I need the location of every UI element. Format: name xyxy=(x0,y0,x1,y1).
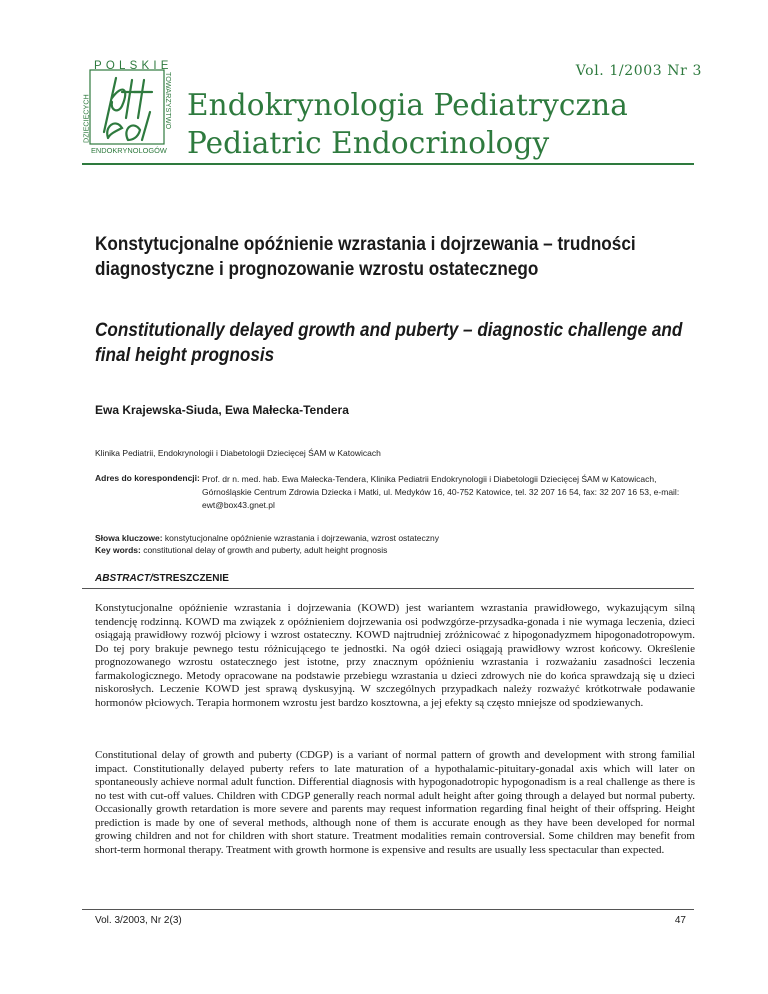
footer-divider xyxy=(82,909,694,910)
page-number: 47 xyxy=(674,915,686,926)
affiliation: Klinika Pediatrii, Endokrynologii i Diabetologii Dziecięcej ŚAM w Katowicach xyxy=(95,448,381,458)
keywords-en-label: Key words: xyxy=(95,544,141,555)
keywords-pl xyxy=(95,533,439,545)
abstract-en: Constitutional delay of growth and puberty (CDGP) is a variant of normal pattern of growth and development with strong familial impact. Constitutionally delayed puberty refers to late maturation of a hypothalamic-pituitary-gonadal axis which will later on spontaneously achieve normal adult function. Differential diagnosis with hypogonadotropic hypogonadism is a real challenge as there is no test with cut-off values. Children with CDGP generally reach normal adult height after going through a delayed but normal puberty. Occasionally growth retardation is more severe and parents may request information regarding final height of their offspring. Height prediction is made by one of several methods, although none of them is accurate enough as they have been developed for normal growing children and not for children with short stature. Treatment modalities remain controversial. Some children may benefit from short-term hormonal therapy. Treatment with growth hormone is expensive and results are usually less spectacular than expected. xyxy=(95,749,695,856)
society-logo xyxy=(82,58,172,154)
logo-bottom-text: ENDOKRYNOLOGÓW xyxy=(91,146,167,155)
article-title-en: Constitutionally delayed growth and puberty – diagnostic challenge and final height prognosis xyxy=(95,319,683,366)
keywords-pl-text: konstytucjonalne opóźnienie wzrastania i dojrzewania, wzrost ostateczny xyxy=(164,533,439,543)
abstract-pl: Konstytucjonalne opóźnienie wzrastania i dojrzewania (KOWD) jest wariantem wzrastania prawidłowego, wykazującym silną tendencję rodzinną. KOWD ma związek z opóźnieniem dojrzewania osi podwzgórze-przysadka-gonada i nie wymaga leczenia, dzieci osiągają prawidłowy rozwój płciowy i wzrost ostateczny. KOWD najtrudniej zróżnicować z hipogonadyzmem hipogonadotropowym. Do tej pory brakuje pewnego testu różnicującego te jednostki. Na ogół dzieci osiągają prawidłowy wzrost końcowy. Określenie prognozowanego wzrostu ostatecznego jest istotne, przy znacznym opóźnieniu wzrastania i rozważaniu zasadności leczenia farmakologicznego. Metody opracowane na podstawie przebiegu wzrastania u dzieci zdrowych nie do końca sprawdzają się u dzieci niskorosłych. Leczenie KOWD jest sprawą dyskusyjną. W szczególnych przypadkach należy rozważyć krótkotrwałe podawanie hormonów płciowych. Terapia hormonem wzrostu jest bardzo kosztowna, a jej efekty są często mniejsze od spodziewanych. xyxy=(95,602,695,709)
header-divider xyxy=(82,163,694,165)
authors: Ewa Krajewska-Siuda, Ewa Małecka-Tendera xyxy=(95,403,349,417)
keywords-en xyxy=(95,545,439,557)
abstract-heading-pl: STRESZCZENIE xyxy=(152,573,229,584)
footer-citation: Vol. 3/2003, Nr 2(3) xyxy=(95,915,182,926)
logo-monogram xyxy=(104,78,152,140)
logo-right-text: TOWARZYSTWO xyxy=(164,72,173,130)
abstract-heading xyxy=(95,573,229,584)
abstract-heading-en: ABSTRACT/ xyxy=(95,573,153,584)
volume-issue: Vol. 1/2003 Nr 3 xyxy=(575,63,702,79)
correspondence-label: Adres do korespondencji: xyxy=(95,473,200,483)
journal-title xyxy=(187,86,628,162)
logo-top-text: POLSKIE xyxy=(94,60,173,72)
abstract-divider xyxy=(82,588,694,589)
keywords xyxy=(95,533,439,556)
article-title-pl: Konstytucjonalne opóźnienie wzrastania i dojrzewania – trudności diagnostyczne i prognozowanie wzrostu ostatecznego xyxy=(95,233,636,280)
keywords-en-text: constitutional delay of growth and puberty, adult height prognosis xyxy=(143,544,388,555)
journal-title-en: Pediatric Endocrinology xyxy=(187,126,550,160)
keywords-pl-label: Słowa kluczowe: xyxy=(95,533,163,543)
logo-left-text: DZIECIĘCYCH xyxy=(81,94,91,143)
journal-title-pl: Endokrynologia Pediatryczna xyxy=(187,88,628,122)
correspondence-address: Prof. dr n. med. hab. Ewa Małecka-Tendera, Klinika Pediatrii Endokrynologii i Diabetologii Dziecięcej ŚAM w Katowicach, Górnośląskie Centrum Zdrowia Dziecka i Matki, ul. Medyków 16, 40-752 Katowice, tel. 32 207 16 54, fax: 32 207 16 53, e-mail: ewt@box43.gnet.pl xyxy=(202,474,680,510)
